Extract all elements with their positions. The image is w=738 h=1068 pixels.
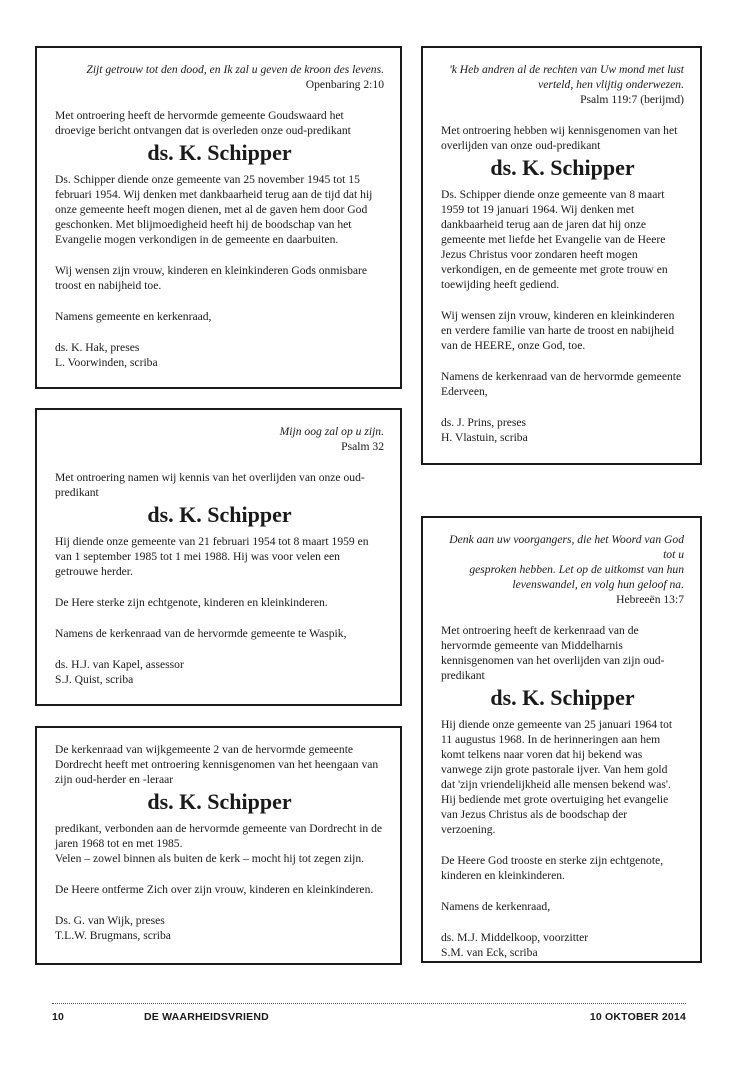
notice-body: De Heere God trooste en sterke zijn echtgenote, kinderen en kleinkinderen. (441, 854, 664, 882)
signatories (441, 415, 684, 445)
notice-middelharnis (421, 516, 702, 963)
footer-divider (52, 1003, 686, 1004)
notice-body: Namens gemeente en kerkenraad, (55, 310, 212, 323)
notice-body: Namens de kerkenraad van de hervormde gemeente te Waspik, (55, 627, 347, 640)
signatory: H. Vlastuin, scriba (441, 431, 528, 444)
notice-waspik (35, 408, 402, 706)
notice-body: De Here sterke zijn echtgenote, kinderen en kleinkinderen. (55, 596, 328, 609)
signatory: ds. H.J. van Kapel, assessor (55, 658, 184, 671)
signatory: ds. J. Prins, preses (441, 416, 527, 429)
quote-text: Zijt getrouw tot den dood, en Ik zal u geven de kroon des levens. (86, 63, 384, 76)
notice-body: Ds. Schipper diende onze gemeente van 8 maart 1959 tot 19 januari 1964. Wij denken met dankbaarheid terug aan de jaren dat hij onze gemeente met liefde het Evangelie van de Heere Jezus Christus voor zondaren heeft mogen verkondigen, en de gemeente met grote trouw en toewijding heeft gediend. (441, 188, 668, 291)
notice-intro: De kerkenraad van wijkgemeente 2 van de hervormde gemeente Dordrecht heeft met ontroering kennisgenomen van het heengaan van zijn oud-herder en -leraar (55, 743, 379, 786)
signatory: ds. M.J. Middelkoop, voorzitter (441, 931, 589, 944)
quote-reference: Psalm 119:7 (berijmd) (580, 93, 684, 106)
quote-text: Denk aan uw voorgangers, die het Woord van God tot u (449, 533, 684, 561)
notice-intro: Met ontroering hebben wij kennisgenomen van het overlijden van onze oud-predikant (441, 124, 678, 152)
deceased-name: ds. K. Schipper (490, 685, 635, 710)
notice-quote (55, 62, 384, 92)
notice-goudswaard (35, 46, 402, 389)
signatory: L. Voorwinden, scriba (55, 356, 158, 369)
issue-date: 10 OKTOBER 2014 (589, 1011, 686, 1023)
signatories (441, 930, 684, 960)
notice-body: predikant, verbonden aan de hervormde gemeente van Dordrecht in de jaren 1968 tot en met 1985. (55, 822, 383, 850)
notice-body: Hij diende onze gemeente van 25 januari 1964 tot 11 augustus 1968. In de herinneringen aan hem komt telkens naar voren dat hij bekend was vanwege zijn grote pastorale ijver. Van hem gold dat 'zijn vriendelijkheid alle mensen bekend was'. (441, 718, 673, 791)
signatories (55, 913, 384, 943)
notice-body: De Heere ontferme Zich over zijn vrouw, kinderen en kleinkinderen. (55, 883, 374, 896)
signatory: S.M. van Eck, scriba (441, 946, 538, 959)
page-number: 10 (52, 1011, 65, 1023)
notice-body: Ds. Schipper diende onze gemeente van 25 november 1945 tot 15 februari 1954. Wij denken met dankbaarheid terug aan de tijd dat hij onze gemeente heeft mogen dienen, met al de gaven hem door God geschonken. Met blijmoedigheid heeft hij de boodschap van het Evangelie mogen verkondigen in de gemeente en daarbuiten. (55, 173, 373, 246)
signatories (55, 657, 384, 687)
deceased-name: ds. K. Schipper (147, 502, 292, 527)
signatories (55, 340, 384, 370)
notice-body: Hij diende onze gemeente van 21 februari 1954 tot 8 maart 1959 en van 1 september 1985 tot 1 mei 1988. Hij was voor velen een getrouwe herder. (55, 535, 369, 578)
deceased-name: ds. K. Schipper (490, 155, 635, 180)
notice-body: Wij wensen zijn vrouw, kinderen en kleinkinderen en verdere familie van harte de troost en nabijheid van de HEERE, onze God, toe. (441, 309, 675, 352)
notice-intro: Met ontroering namen wij kennis van het overlijden van onze oud-predikant (55, 471, 365, 499)
quote-text: 'k Heb andren al de rechten van Uw mond met lust (449, 63, 684, 76)
signatory: Ds. G. van Wijk, preses (55, 914, 165, 927)
notice-quote (441, 62, 684, 107)
quote-text: gesproken hebben. Let op de uitkomst van hun (469, 563, 684, 576)
signatory: T.L.W. Brugmans, scriba (55, 929, 171, 942)
quote-text: levenswandel, en volg hun geloof na. (512, 578, 684, 591)
quote-text: Mijn oog zal op u zijn. (279, 425, 384, 438)
deceased-name: ds. K. Schipper (147, 789, 292, 814)
quote-text: verteld, hen vlijtig onderwezen. (538, 78, 684, 91)
notice-body: Namens de kerkenraad, (441, 900, 551, 913)
notice-quote (441, 532, 684, 607)
notice-intro: Met ontroering heeft de kerkenraad van de hervormde gemeente van Middelharnis kennisgenomen van het overlijden van zijn oud-predikant (441, 624, 665, 682)
quote-reference: Psalm 32 (341, 440, 384, 453)
notice-intro: Met ontroering heeft de hervormde gemeente Goudswaard het droevige bericht ontvangen dat is overleden onze oud-predikant (55, 109, 351, 137)
publication-name: DE WAARHEIDSVRIEND (144, 1011, 269, 1023)
deceased-name: ds. K. Schipper (147, 140, 292, 165)
notice-body: Hij bediende met grote overtuiging het evangelie van Jezus Christus als de boodschap der verzoening. (441, 793, 669, 836)
notice-body: Velen – zowel binnen als buiten de kerk – mocht hij tot zegen zijn. (55, 852, 365, 865)
notice-quote (55, 424, 384, 454)
signatory: ds. K. Hak, preses (55, 341, 140, 354)
notice-body: Namens de kerkenraad van de hervormde gemeente Ederveen, (441, 370, 682, 398)
quote-reference: Openbaring 2:10 (305, 78, 384, 91)
notice-body: Wij wensen zijn vrouw, kinderen en kleinkinderen Gods onmisbare troost en nabijheid toe. (55, 264, 368, 292)
signatory: S.J. Quist, scriba (55, 673, 134, 686)
notice-ederveen (421, 46, 702, 465)
notice-dordrecht (35, 726, 402, 965)
quote-reference: Hebreeën 13:7 (616, 593, 684, 606)
